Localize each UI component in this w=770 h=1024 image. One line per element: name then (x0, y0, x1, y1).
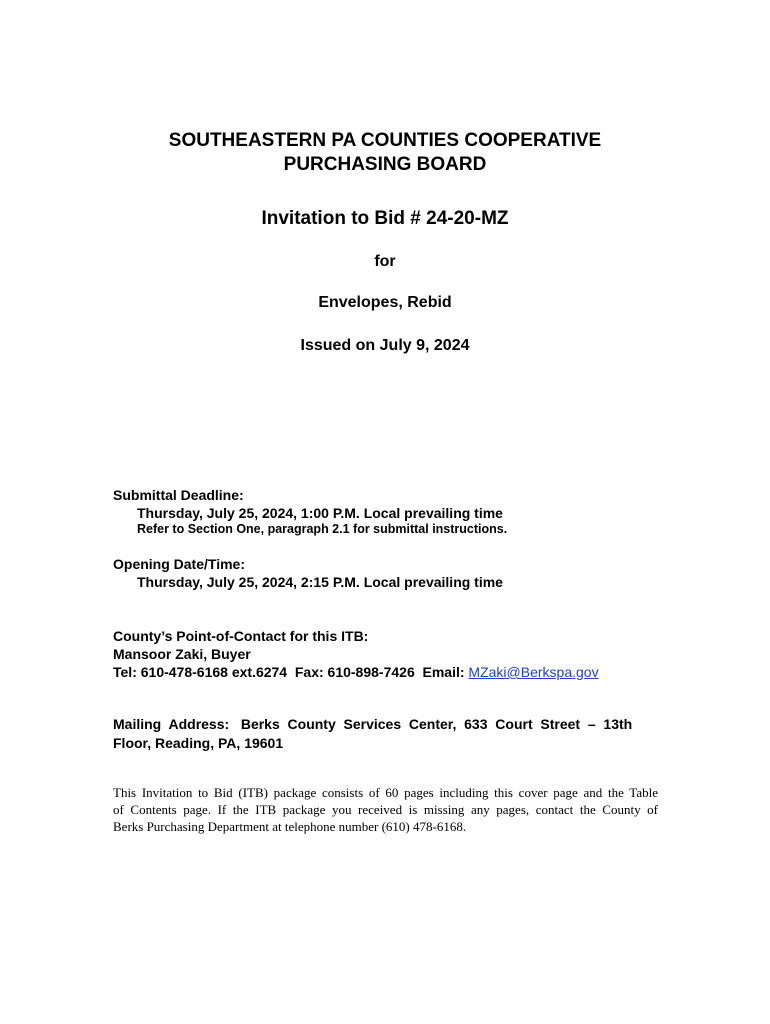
opening-datetime: Thursday, July 25, 2024, 2:15 P.M. Local prevailing time (137, 574, 503, 590)
contact-name: Mansoor Zaki, Buyer (113, 646, 251, 662)
contact-tel-fax: Tel: 610-478-6168 ext.6274 Fax: 610-898-7426 Email: (113, 664, 469, 680)
notice-line3: Berks Purchasing Department at telephone number (610) 478-6168. (113, 819, 467, 834)
org-name-line1: SOUTHEASTERN PA COUNTIES COOPERATIVE (168, 130, 602, 151)
itb-package-notice (113, 784, 658, 835)
submittal-deadline-label: Submittal Deadline: (113, 487, 244, 503)
mailing-address-line2: Floor, Reading, PA, 19601 (113, 735, 284, 751)
for-label: for (374, 253, 396, 270)
notice-line2: of Contents page. If the ITB package you received is missing any pages, contact the County of (113, 802, 658, 817)
point-of-contact-label: County’s Point-of-Contact for this ITB: (113, 628, 369, 644)
contact-email-link[interactable]: MZaki@Berkspa.gov (468, 664, 599, 680)
notice-line1: This Invitation to Bid (ITB) package consists of 60 pages including this cover page and the Table (113, 785, 658, 800)
mailing-address-line1: Mailing Address: Berks County Services Center, 633 Court Street – 13th (113, 716, 633, 732)
contact-phone-line (113, 664, 599, 680)
bid-subject: Envelopes, Rebid (318, 294, 452, 311)
issue-date: Issued on July 9, 2024 (300, 337, 470, 354)
submittal-deadline-datetime: Thursday, July 25, 2024, 1:00 P.M. Local prevailing time (137, 505, 503, 521)
submittal-instructions-note: Refer to Section One, paragraph 2.1 for submittal instructions. (137, 522, 508, 536)
opening-date-label: Opening Date/Time: (113, 556, 245, 572)
bid-title: Invitation to Bid # 24-20-MZ (261, 208, 509, 229)
org-name-line2: PURCHASING BOARD (283, 154, 487, 175)
